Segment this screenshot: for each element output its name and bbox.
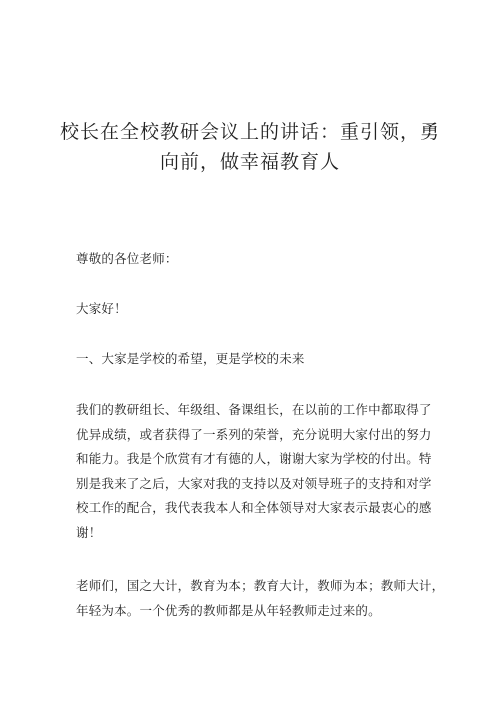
greeting: 大家好！ [76,301,127,316]
paragraph-2-line: 年轻为本。一个优秀的教师都是从年轻教师走过来的。 [76,602,381,618]
section-heading: 一、大家是学校的希望，更是学校的未来 [76,351,305,366]
salutation: 尊敬的各位老师： [76,251,178,266]
paragraph-1-line: 校工作的配合，我代表我本人和全体领导对大家表示最衷心的感 [76,500,432,515]
paragraph-2-line: 老师们，国之大计，教育为本；教育大计，教师为本；教师大计， [76,578,445,593]
document-title-line-2: 向前，做幸福教育人 [159,151,340,173]
paragraph-1-line: 谢！ [76,524,102,540]
document-title-line-1: 校长在全校教研会议上的讲话：重引领，勇 [59,121,440,143]
paragraph-1-line: 我们的教研组长、年级组、备课组长，在以前的工作中都取得了 [76,402,432,417]
paragraph-2 [76,574,445,623]
paragraph-1-line: 和能力。我是个欣赏有才有德的人，谢谢大家为学校的付出。特 [76,451,432,466]
paragraph-1-line: 别是我来了之后，大家对我的支持以及对领导班子的支持和对学 [76,475,432,491]
paragraph-1 [76,398,430,545]
paragraph-1-line: 优异成绩，或者获得了一系列的荣誉，充分说明大家付出的努力 [76,426,432,442]
